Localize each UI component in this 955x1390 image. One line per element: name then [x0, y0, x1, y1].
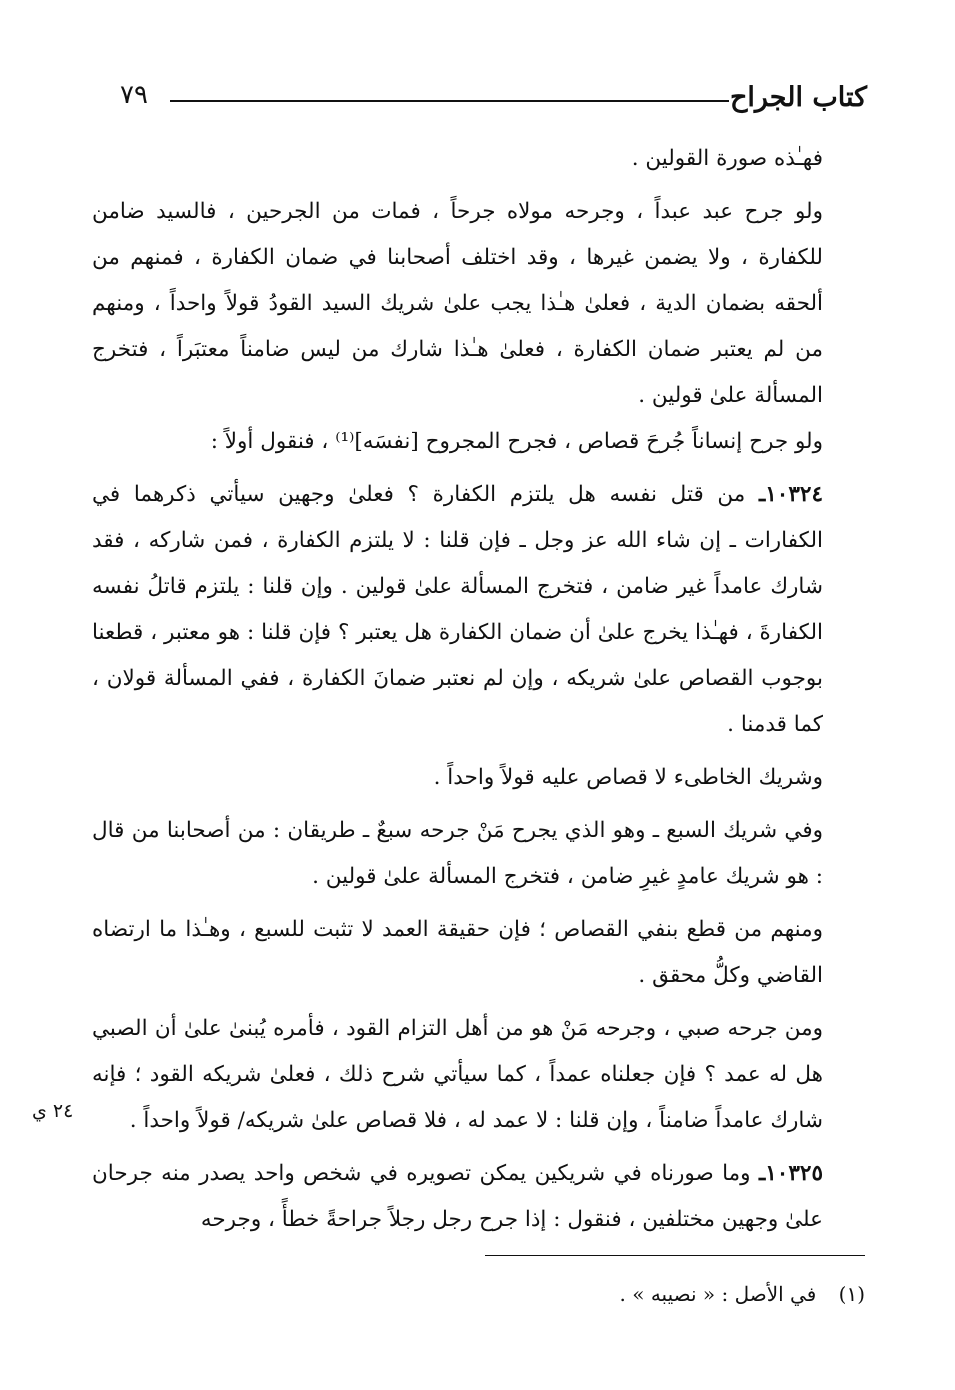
paragraph-text: وما صورناه في شريكين يمكن تصويره في شخص واحد يصدر منه جرحان علىٰ وجهين مختلفين ، فنقول : إذا جرح رجل رجلاً جراحةً خطأً ، وجرحه: [92, 1161, 823, 1232]
paragraph: وفي شريك السبع ـ وهو الذي يجرح مَنْ جرحه سبعٌ ـ طريقان : من أصحابنا من قال : هو شريك عامدٍ غيرِ ضامن ، فتخرج المسألة علىٰ قولين .: [92, 818, 823, 889]
footnote-number: (١): [838, 1282, 865, 1306]
numbered-paragraph: [92, 472, 867, 748]
paragraph: وشريك الخاطىء لا قصاص عليه قولاً واحداً .: [433, 765, 823, 790]
header-rule: [170, 100, 729, 102]
page-number: ٧٩: [120, 80, 148, 110]
footnote-text: في الأصل : « نصيبه » .: [619, 1282, 817, 1306]
paragraph: ومنهم من قطع بنفي القصاص ؛ فإن حقيقة العمد لا تثبت للسبع ، وهـٰذا ما ارتضاه القاضي وكلُّ محقق .: [92, 917, 823, 988]
paragraph-number: ١٠٣٢٥ـ: [758, 1161, 823, 1186]
footnote: [90, 1282, 865, 1306]
paragraph: ولو جرح إنساناً جُرحَ قصاص ، فجرح المجروح [نفسَه]⁽¹⁾ ، فنقول أولاً :: [210, 429, 823, 454]
paragraph: فهـٰذه صورة القولين .: [631, 146, 823, 171]
footnote-rule: [485, 1255, 865, 1256]
running-title: كتاب الجراح: [729, 82, 867, 113]
main-text: [92, 136, 867, 1243]
paragraph-text: من قتل نفسه هل يلتزم الكفارة ؟ فعلىٰ وجهين سيأتي ذكرهما في الكفارات ـ إن شاء الله عز وجل ـ فإن قلنا : لا يلتزم الكفارة ، فمن شاركه ، فقد شارك عامداً غير ضامن ، فتخرج المسألة علىٰ قولين . وإن قلنا : يلتزم قاتلُ نفسه الكفارةَ ، فهـٰذا يخرج علىٰ أن ضمان الكفارة هل يعتبر ؟ فإن قلنا : هو معتبر ، قطعنا بوجوب القصاص علىٰ شريكه ، وإن لم نعتبر ضمانَ الكفارة ، ففي المسألة قولان ، كما قدمنا .: [92, 482, 823, 737]
numbered-paragraph: [92, 1151, 867, 1243]
paragraph: ومن جرحه صبي ، وجرحه مَنْ هو من أهل التزام القود ، فأمره يُبنىٰ علىٰ أن الصبي هل له عمد ؟ فإن جعلناه عمداً ، كما سيأتي شرح ذلك ، فعلىٰ شريكه القود ؛ فإنه شارك عامداً ضامناً ، وإن قلنا : لا عمد له ، فلا قصاص علىٰ شريكه/ قولاً واحداً .: [92, 1016, 823, 1133]
margin-note: ٢٤ ي: [32, 1100, 74, 1122]
paragraph-number: ١٠٣٢٤ـ: [758, 482, 823, 507]
running-header: [112, 78, 867, 122]
paragraph: ولو جرح عبد عبداً ، وجرحه مولاه جرحاً ، فمات من الجرحين ، فالسيد ضامن للكفارة ، ولا يضمن غيرها ، وقد اختلف أصحابنا في ضمان الكفارة ، فمنهم من ألحقه بضمان الدية ، فعلىٰ هـٰذا يجب علىٰ شريك السيد القودُ قولاً واحداً ، ومنهم من لم يعتبر ضمان الكفارة ، فعلىٰ هـٰذا شارك من ليس ضامناً معتبَراً ، فتخرج المسألة علىٰ قولين .: [92, 199, 823, 408]
